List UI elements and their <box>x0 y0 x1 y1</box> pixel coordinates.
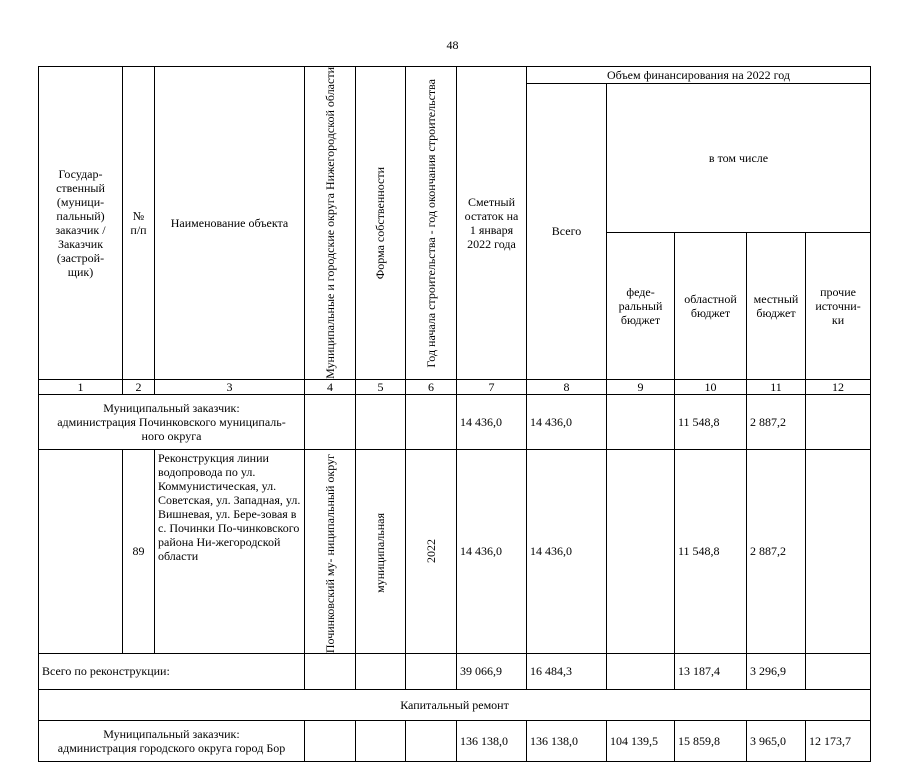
header-balance: Сметный остаток на 1 января 2022 года <box>457 67 527 380</box>
column-number: 3 <box>155 379 305 394</box>
empty-cell <box>806 394 871 449</box>
header-total: Всего <box>527 84 607 380</box>
column-number: 7 <box>457 379 527 394</box>
header-local: местный бюджет <box>747 232 806 379</box>
header-financing-group: Объем финансирования на 2022 год <box>527 67 871 84</box>
financing-table <box>38 66 871 762</box>
customer-bor-regional: 15 859,8 <box>675 720 747 761</box>
customer-pochinki-local: 2 887,2 <box>747 394 806 449</box>
customer-pochinki-label: Муниципальный заказчик: администрация Починковского муниципаль- ного округа <box>39 394 305 449</box>
empty-cell <box>356 653 406 689</box>
empty-cell <box>356 720 406 761</box>
customer-bor-label: Муниципальный заказчик: администрация городского округа город Бор <box>39 720 305 761</box>
header-other: прочие источни- ки <box>806 232 871 379</box>
customer-bor-other: 12 173,7 <box>806 720 871 761</box>
section-title: Капитальный ремонт <box>39 689 871 720</box>
header-regional: областной бюджет <box>675 232 747 379</box>
empty-cell <box>356 394 406 449</box>
header-federal: феде- ральный бюджет <box>607 232 675 379</box>
empty-cell <box>406 653 457 689</box>
header-municipality: Муниципальные и городские округа Нижегородской области <box>305 67 356 380</box>
object-89-years: 2022 <box>406 449 457 653</box>
object-89-balance: 14 436,0 <box>457 449 527 653</box>
customer-bor-federal: 104 139,5 <box>607 720 675 761</box>
table-row <box>39 394 871 449</box>
object-89-number: 89 <box>123 449 155 653</box>
reconstruction-total-balance: 39 066,9 <box>457 653 527 689</box>
object-89-municipality: Починковский му- ниципальный округ <box>305 449 356 653</box>
header-including: в том числе <box>607 84 871 233</box>
empty-cell <box>607 653 675 689</box>
empty-cell <box>406 720 457 761</box>
empty-cell <box>305 653 356 689</box>
column-number: 11 <box>747 379 806 394</box>
header-number: № п/п <box>123 67 155 380</box>
empty-cell <box>305 394 356 449</box>
column-number: 10 <box>675 379 747 394</box>
empty-cell <box>305 720 356 761</box>
table-row <box>39 720 871 761</box>
column-number: 4 <box>305 379 356 394</box>
empty-cell <box>806 449 871 653</box>
empty-cell <box>406 394 457 449</box>
object-89-local: 2 887,2 <box>747 449 806 653</box>
column-number: 9 <box>607 379 675 394</box>
column-number: 12 <box>806 379 871 394</box>
customer-bor-total: 136 138,0 <box>527 720 607 761</box>
empty-cell <box>607 449 675 653</box>
header-ownership: Форма собственности <box>356 67 406 380</box>
column-number: 6 <box>406 379 457 394</box>
column-number: 8 <box>527 379 607 394</box>
header-customer: Государ- ственный (муници- пальный) заказчик / Заказчик (застрой- щик) <box>39 67 123 380</box>
object-89-ownership: муниципальная <box>356 449 406 653</box>
column-number: 2 <box>123 379 155 394</box>
header-years: Год начала строительства - год окончания строительства <box>406 67 457 380</box>
column-number: 1 <box>39 379 123 394</box>
header-object-name: Наименование объекта <box>155 67 305 380</box>
reconstruction-total-label: Всего по реконструкции: <box>39 653 305 689</box>
object-89-total: 14 436,0 <box>527 449 607 653</box>
object-89-name: Реконструкция линии водопровода по ул. Коммунистическая, ул. Советская, ул. Западная, ул. Вишневая, ул. Бере-зовая в с. Починки По-чинковского района Ни-жегородской области <box>155 449 305 653</box>
empty-cell <box>39 449 123 653</box>
table-row <box>39 449 871 653</box>
column-numbers-row <box>39 379 871 394</box>
section-row <box>39 689 871 720</box>
customer-pochinki-total: 14 436,0 <box>527 394 607 449</box>
reconstruction-total-local: 3 296,9 <box>747 653 806 689</box>
reconstruction-total-total: 16 484,3 <box>527 653 607 689</box>
customer-pochinki-regional: 11 548,8 <box>675 394 747 449</box>
page-number: 48 <box>446 38 459 52</box>
customer-bor-local: 3 965,0 <box>747 720 806 761</box>
empty-cell <box>806 653 871 689</box>
customer-bor-balance: 136 138,0 <box>457 720 527 761</box>
table-row <box>39 653 871 689</box>
reconstruction-total-regional: 13 187,4 <box>675 653 747 689</box>
empty-cell <box>607 394 675 449</box>
object-89-regional: 11 548,8 <box>675 449 747 653</box>
customer-pochinki-balance: 14 436,0 <box>457 394 527 449</box>
column-number: 5 <box>356 379 406 394</box>
